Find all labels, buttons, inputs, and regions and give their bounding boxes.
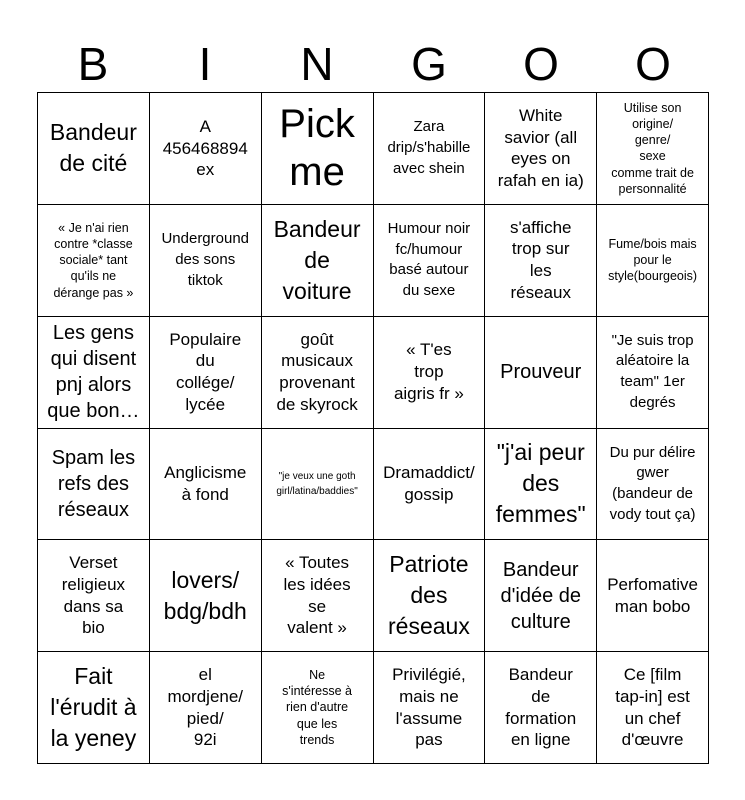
bingo-cell[interactable]: [485, 429, 597, 541]
bingo-grid: [37, 92, 709, 764]
cell-text: Prouveur: [500, 361, 582, 384]
cell-text: White savior (all eyes on rafah en ia): [497, 105, 584, 191]
header-letter-o-2: O: [635, 38, 671, 90]
bingo-cell[interactable]: [38, 429, 150, 541]
bingo-cell[interactable]: [374, 93, 486, 205]
bingo-cell[interactable]: [374, 205, 486, 317]
bingo-cell[interactable]: [38, 93, 150, 205]
cell-text: Spam les refs des réseaux: [51, 446, 136, 521]
cell-text: Bandeur d'idée de culture: [500, 558, 582, 633]
cell-text: el mordjene/ pied/ 92i: [167, 665, 244, 750]
bingo-cell[interactable]: [485, 317, 597, 429]
bingo-cell[interactable]: [597, 540, 709, 652]
cell-text: « Toutes les idées se valent »: [283, 553, 351, 638]
bingo-cell[interactable]: [374, 652, 486, 764]
cell-text: Populaire du collége/ lycée: [169, 329, 242, 414]
header-letter-n: N: [300, 38, 334, 90]
cell-text: Dramaddict/ gossip: [383, 463, 475, 504]
cell-text: Anglicisme à fond: [164, 463, 247, 504]
bingo-cell[interactable]: [597, 317, 709, 429]
bingo-header: [37, 36, 709, 92]
cell-text: Du pur délire gwer (bandeur de vody tout ça): [609, 443, 696, 523]
cell-text: "j'ai peur des femmes": [495, 439, 586, 528]
bingo-cell[interactable]: [262, 93, 374, 205]
cell-text: s'affiche trop sur les réseaux: [509, 217, 572, 302]
cell-text: "Je suis trop aléatoire la team" 1er degrés: [611, 331, 694, 411]
cell-text: Patriote des réseaux: [388, 551, 470, 640]
cell-text: Fume/bois mais pour le style(bourgeois): [608, 236, 698, 284]
bingo-cell[interactable]: [150, 205, 262, 317]
cell-text: Zara drip/s'habille avec shein: [387, 118, 471, 177]
cell-text: « T'es trop aigris fr »: [393, 340, 464, 403]
bingo-cell[interactable]: [38, 652, 150, 764]
cell-text: Privilégié, mais ne l'assume pas: [392, 665, 466, 750]
cell-text: Bandeur de cité: [49, 119, 137, 177]
bingo-cell[interactable]: [262, 317, 374, 429]
cell-text: Bandeur de formation en ligne: [505, 665, 577, 750]
bingo-cell[interactable]: [485, 540, 597, 652]
cell-text: A 456468894 ex: [162, 116, 248, 180]
bingo-cell[interactable]: [262, 652, 374, 764]
bingo-cell[interactable]: [374, 429, 486, 541]
cell-text: Bandeur de voiture: [273, 215, 361, 304]
bingo-cell[interactable]: [485, 205, 597, 317]
bingo-cell[interactable]: [150, 652, 262, 764]
cell-text: Ne s'intéresse à rien d'autre que les trends: [282, 667, 352, 747]
cell-text: Pick me: [279, 102, 355, 195]
cell-text: Underground des sons tiktok: [161, 230, 250, 289]
cell-text: "je veux une goth girl/latina/baddies": [276, 470, 358, 497]
bingo-cell[interactable]: [150, 93, 262, 205]
header-letter-b: B: [77, 38, 109, 90]
bingo-cell[interactable]: [485, 93, 597, 205]
cell-text: Fait l'érudit à la yeney: [50, 663, 137, 752]
cell-text: Verset religieux dans sa bio: [61, 553, 126, 638]
cell-text: Les gens qui disent pnj alors que bon…: [47, 322, 140, 423]
bingo-cell[interactable]: [374, 540, 486, 652]
cell-text: goût musicaux provenant de skyrock: [276, 329, 358, 414]
cell-text: Humour noir fc/humour basé autour du sexe: [387, 219, 471, 299]
header-letter-g: G: [411, 38, 447, 90]
cell-text: lovers/ bdg/bdh: [163, 566, 247, 624]
bingo-cell[interactable]: [374, 317, 486, 429]
bingo-cell[interactable]: [262, 205, 374, 317]
bingo-cell[interactable]: [597, 93, 709, 205]
bingo-cell[interactable]: [38, 317, 150, 429]
bingo-cell[interactable]: [597, 652, 709, 764]
header-letter-o: O: [523, 38, 559, 90]
bingo-cell[interactable]: [150, 429, 262, 541]
header-letter-i: I: [198, 38, 212, 90]
bingo-cell[interactable]: [38, 205, 150, 317]
cell-text: Ce [film tap-in] est un chef d'œuvre: [615, 665, 690, 750]
bingo-cell[interactable]: [597, 205, 709, 317]
bingo-cell[interactable]: [150, 540, 262, 652]
bingo-cell[interactable]: [597, 429, 709, 541]
bingo-cell[interactable]: [485, 652, 597, 764]
cell-text: « Je n'ai rien contre *classe sociale* tant qu'ils ne dérange pas »: [53, 220, 134, 300]
bingo-cell[interactable]: [150, 317, 262, 429]
bingo-cell[interactable]: [262, 540, 374, 652]
cell-text: Utilise son origine/ genre/ sexe comme trait de personnalité: [611, 100, 694, 196]
bingo-cell[interactable]: [262, 429, 374, 541]
cell-text: Perfomative man bobo: [607, 574, 698, 616]
bingo-cell[interactable]: [38, 540, 150, 652]
